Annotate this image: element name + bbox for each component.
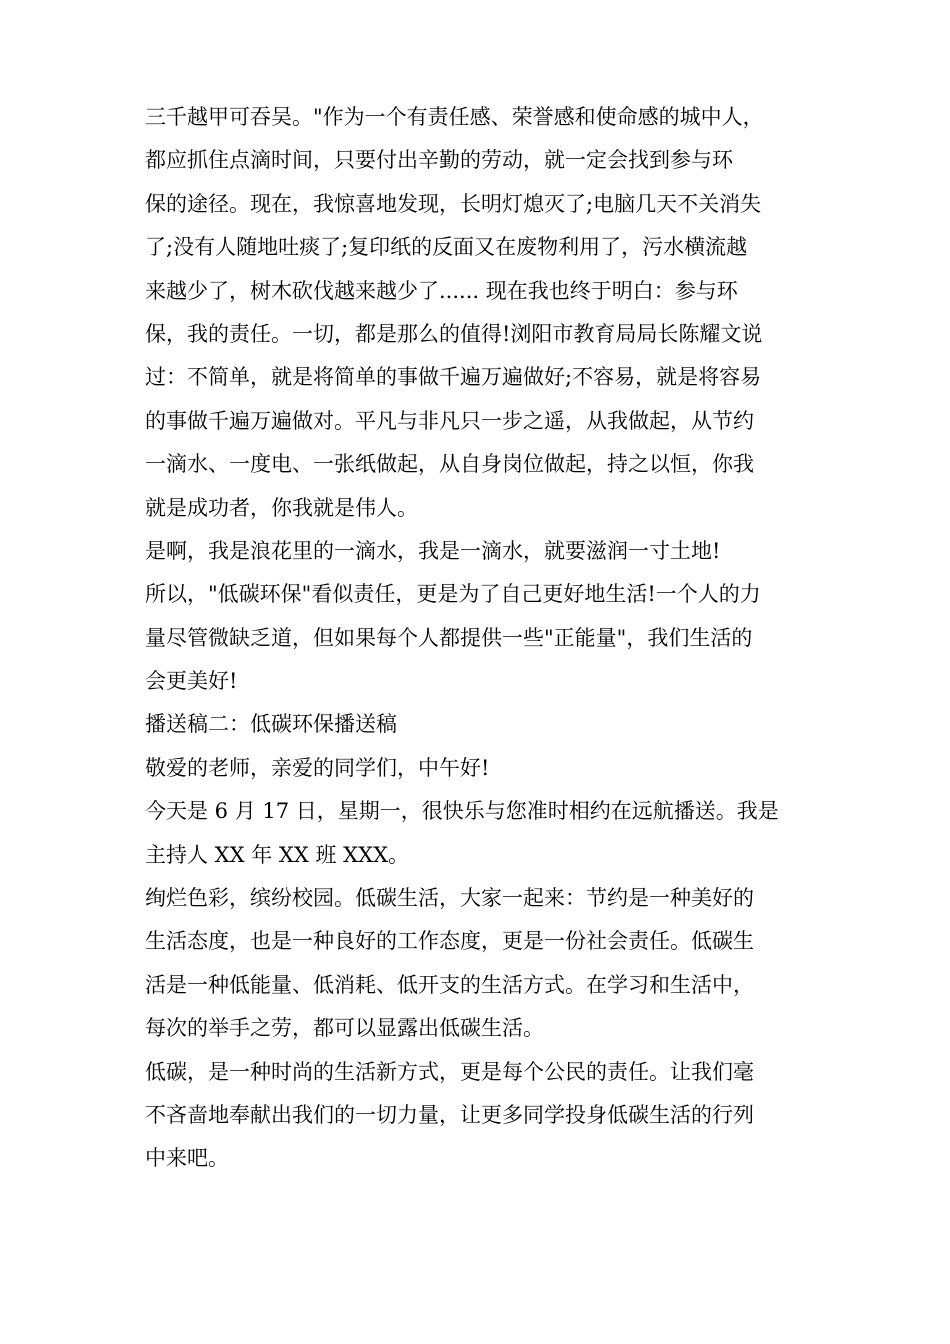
text-line: 生活态度，也是一种良好的工作态度，更是一份社会责任。低碳生	[145, 929, 754, 954]
text-line: 主持人 XX 年 XX 班 XXX。	[145, 842, 410, 867]
text-line: 中来吧。	[145, 1146, 229, 1171]
text-line: 今天是 6 月 17 日，星期一，很快乐与您准时相约在远航播送。我是	[145, 799, 779, 824]
text-line: 了;没有人随地吐痰了;复印纸的反面又在废物利用了，污水横流越	[145, 235, 748, 260]
text-line: 每次的举手之劳，都可以显露出低碳生活。	[145, 1016, 544, 1041]
text-line: 所以，"低碳环保"看似责任，更是为了自己更好地生活!一个人的力	[145, 582, 761, 607]
text-line: 三千越甲可吞吴。"作为一个有责任感、荣誉感和使命感的城中人，	[145, 105, 764, 129]
text-line: 低碳，是一种时尚的生活新方式，更是每个公民的责任。让我们毫	[145, 1059, 754, 1084]
text-line: 都应抓住点滴时间，只要付出辛勤的劳动，就一定会找到参与环	[145, 148, 733, 173]
text-line: 不吝啬地奉献出我们的一切力量，让更多同学投身低碳生活的行列	[145, 1102, 754, 1127]
text-line: 活是一种低能量、低消耗、低开支的生活方式。在学习和生活中，	[145, 972, 754, 997]
text-line: 过：不简单，就是将简单的事做千遍万遍做好;不容易，就是将容易	[145, 365, 762, 390]
document-page	[145, 96, 825, 1181]
text-line: 绚烂色彩，缤纷校园。低碳生活，大家一起来：节约是一种美好的	[145, 886, 754, 911]
text-line: 就是成功者，你我就是伟人。	[145, 495, 418, 520]
text-line: 是啊，我是浪花里的一滴水，我是一滴水，就要滋润一寸土地!	[145, 538, 721, 563]
text-line: 的事做千遍万遍做对。平凡与非凡只一步之遥，从我做起，从节约	[145, 408, 754, 433]
greeting-line: 敬爱的老师，亲爱的同学们，中午好!	[145, 755, 490, 780]
text-line: 保，我的责任。一切，都是那么的值得!浏阳市教育局局长陈耀文说	[145, 321, 763, 346]
text-line: 来越少了，树木砍伐越来越少了...... 现在我也终于明白：参与环	[145, 278, 738, 303]
text-line: 保的途径。现在，我惊喜地发现，长明灯熄灭了;电脑几天不关消失	[145, 191, 762, 216]
text-line: 一滴水、一度电、一张纸做起，从自身岗位做起，持之以恒，你我	[145, 452, 754, 477]
text-line: 量尽管微缺乏道，但如果每个人都提供一些"正能量"，我们生活的	[145, 625, 753, 650]
text-line: 会更美好!	[145, 669, 238, 694]
section-heading: 播送稿二：低碳环保播送稿	[145, 712, 397, 737]
